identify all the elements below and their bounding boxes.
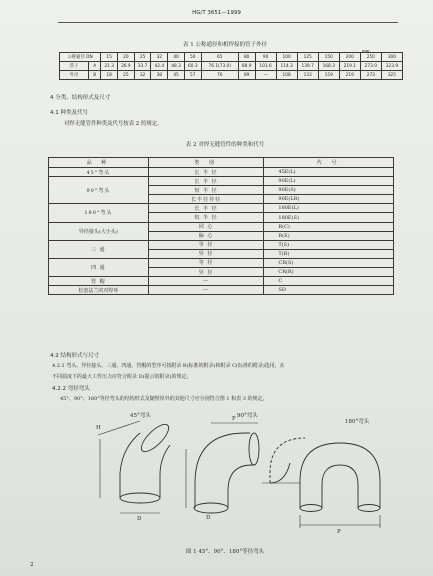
section-4-2-2-heading: 4.2.2 弯径弯头 bbox=[52, 386, 90, 392]
table1-cell: 325 bbox=[381, 71, 402, 80]
table1-cell: 300 bbox=[381, 53, 402, 62]
dim-d-label-90: D bbox=[206, 515, 211, 521]
table2-category-cell: 长 半 径 bbox=[148, 204, 264, 213]
table1-od-label: 外径 bbox=[60, 71, 89, 80]
table1-cell: 25 bbox=[134, 53, 151, 62]
section-4-1-text: 对焊无缝管件种类及代号按表 2 的规定。 bbox=[64, 121, 163, 127]
table2-row bbox=[49, 168, 394, 177]
table1-cell: 89 bbox=[238, 71, 255, 80]
table2-kind-cell: 管 帽 bbox=[49, 277, 149, 286]
table1-cell: 48.3 bbox=[168, 62, 185, 71]
table1-cell: 50 bbox=[184, 53, 201, 62]
table1-unit: mm bbox=[362, 48, 370, 53]
table1-cell: 133 bbox=[297, 71, 318, 80]
table1-cell: 139.7 bbox=[297, 62, 318, 71]
table1-cell: 38 bbox=[151, 71, 168, 80]
table1-a-label: A bbox=[89, 62, 101, 71]
table1-cell: 60.3 bbox=[184, 62, 201, 71]
table2-row bbox=[49, 286, 394, 295]
table1-cell: 57 bbox=[184, 71, 201, 80]
table2-category-cell: 长 半 径 bbox=[148, 168, 264, 177]
dim-p-label: P bbox=[337, 529, 341, 535]
table1-cell: 168.3 bbox=[318, 62, 339, 71]
table2-row bbox=[49, 277, 394, 286]
table2-kind-cell: 90°弯头 bbox=[49, 177, 149, 204]
table1-cell: 114.3 bbox=[276, 62, 297, 71]
table2-code-cell: 45E(L) bbox=[264, 168, 394, 177]
table2-category-cell: 异 径 bbox=[148, 268, 264, 277]
table1-cell: 15 bbox=[101, 53, 118, 62]
table1-cell: 250 bbox=[360, 53, 381, 62]
table1-row-b bbox=[60, 71, 403, 80]
figure1-caption: 图 1 45°、90°、180°等径弯头 bbox=[185, 549, 265, 555]
table2-code-cell: T(S) bbox=[264, 240, 394, 249]
table1-cell: 32 bbox=[151, 53, 168, 62]
table2-category-cell: 短 半 径 bbox=[148, 186, 264, 195]
standard-header: HG/T 3651—1999 bbox=[192, 10, 241, 16]
table2-header-category: 类 别 bbox=[148, 158, 264, 168]
table2-row bbox=[49, 222, 394, 231]
table1-cell: 80 bbox=[238, 53, 255, 62]
table1-cell: 219 bbox=[339, 71, 360, 80]
table2-kind-cell: 45°弯头 bbox=[49, 168, 149, 177]
section-4-2-heading: 4.2 结构形式与尺寸 bbox=[50, 353, 99, 359]
table1-b-label: B bbox=[89, 71, 101, 80]
table1-cell: 18 bbox=[101, 71, 118, 80]
section-4-2-1-text-cont: 不同温度下的最大工作压力应符合附录 D(提示的附录)的规定。 bbox=[52, 374, 192, 380]
table2-category-cell: 等 径 bbox=[148, 240, 264, 249]
table2-category-cell: — bbox=[148, 286, 264, 295]
table2-code-cell: SD bbox=[264, 286, 394, 295]
table1 bbox=[59, 52, 403, 80]
elbow-180-drawing bbox=[300, 443, 380, 528]
dim-d-label-45: D bbox=[137, 516, 142, 522]
table2-category-cell: 偏 心 bbox=[148, 231, 264, 240]
table2-code-cell: CR(R) bbox=[264, 268, 394, 277]
table2-row bbox=[49, 258, 394, 267]
table2-code-cell: 90E(S) bbox=[264, 186, 394, 195]
table1-cell: 21.3 bbox=[101, 62, 118, 71]
table1-row-a bbox=[60, 62, 403, 71]
table2-category-cell: 长 半 径 bbox=[148, 177, 264, 186]
section-4-1-heading: 4.1 种类及代号 bbox=[50, 110, 88, 116]
table1-cell: 25 bbox=[117, 71, 134, 80]
table2-kind-cell: 四 通 bbox=[49, 258, 149, 276]
table1-cell: 100 bbox=[276, 53, 297, 62]
table1-cell: 273.0 bbox=[360, 62, 381, 71]
elbow-45-label: 45°弯头 bbox=[130, 413, 151, 419]
dim-f-label: F bbox=[232, 416, 236, 422]
table2-caption: 表 2 对焊无缝管件的种类和代号 bbox=[185, 142, 265, 148]
table2-category-cell: 短 半 径 bbox=[148, 213, 264, 222]
table2-header-code: 代 号 bbox=[264, 158, 394, 168]
table2-row bbox=[49, 204, 394, 213]
table2-kind-cell: 180°弯头 bbox=[49, 204, 149, 222]
table2-category-cell: 同 心 bbox=[148, 222, 264, 231]
table1-dn-label: 公称通径 DN bbox=[60, 53, 101, 62]
table1-cell: 150 bbox=[318, 53, 339, 62]
table2-category-cell: 等 径 bbox=[148, 258, 264, 267]
table1-cell: 32 bbox=[134, 71, 151, 80]
table2-code-cell: 90E(L) bbox=[264, 177, 394, 186]
table1-cell: 88.9 bbox=[238, 62, 255, 71]
table2-code-cell: R(E) bbox=[264, 231, 394, 240]
table1-row-dn bbox=[60, 53, 403, 62]
section-4-heading: 4 分类、结构形式及尺寸 bbox=[50, 95, 111, 101]
header-rule bbox=[58, 22, 398, 23]
table1-cell: 26.9 bbox=[117, 62, 134, 71]
table2-kind-cell: 松套法兰的对焊环 bbox=[49, 286, 149, 295]
section-4-2-2-text: 45°、90°、180°等径弯头的结构形式及随壁厚外的其他尺寸应分别符合图 1 和表 3 的规定。 bbox=[60, 396, 268, 402]
elbow-90-drawing bbox=[186, 423, 259, 513]
table1-cell: 65 bbox=[201, 53, 238, 62]
dim-h-label: H bbox=[96, 425, 101, 431]
table2-category-cell: 长半径异径 bbox=[148, 195, 264, 204]
table1-cell: 42.4 bbox=[151, 62, 168, 71]
table2-code-cell: C bbox=[264, 277, 394, 286]
table1-cell: 101.6 bbox=[255, 62, 276, 71]
table2-code-cell: 90E(LR) bbox=[264, 195, 394, 204]
table2-header-kind: 品 种 bbox=[49, 158, 149, 168]
table2-code-cell: CR(S) bbox=[264, 258, 394, 267]
table1-cell: 200 bbox=[339, 53, 360, 62]
table1-cell: — bbox=[255, 71, 276, 80]
table1-cell: 273 bbox=[360, 71, 381, 80]
table2-kind-cell: 异径接头(大小头) bbox=[49, 222, 149, 240]
table1-cell: 40 bbox=[168, 53, 185, 62]
table1-cell: 108 bbox=[276, 71, 297, 80]
elbow-90-label: 90°弯头 bbox=[237, 413, 258, 419]
table2-header-row bbox=[49, 158, 394, 168]
table1-cell: 159 bbox=[318, 71, 339, 80]
table2-category-cell: 异 径 bbox=[148, 249, 264, 258]
elbow-180-label: 180°弯头 bbox=[345, 419, 370, 425]
table2-kind-cell: 三 通 bbox=[49, 240, 149, 258]
table2-category-cell: — bbox=[148, 277, 264, 286]
table1-pipe-label: 管子 bbox=[60, 62, 89, 71]
table2-code-cell: T(R) bbox=[264, 249, 394, 258]
table2-row bbox=[49, 177, 394, 186]
table1-cell: 76.1(73.0) bbox=[201, 62, 238, 71]
table1-cell: 323.9 bbox=[381, 62, 402, 71]
table1-cell: 76 bbox=[201, 71, 238, 80]
elbow-90-section-drawing bbox=[262, 438, 305, 483]
table1-cell: 45 bbox=[168, 71, 185, 80]
table1-caption: 表 1 公称通径和相焊接的管子外径 bbox=[183, 42, 267, 48]
table2 bbox=[48, 157, 394, 295]
table1-cell: 33.7 bbox=[134, 62, 151, 71]
table1-cell: 20 bbox=[117, 53, 134, 62]
table2-code-cell: 180E(L) bbox=[264, 204, 394, 213]
table1-cell: 90 bbox=[255, 53, 276, 62]
section-4-2-1-text: 4.2.1 弯头、异径接头、三通、四通、管帽的型序可按附录 B(标准的附录)和附录 C(标准的附录)选用，在 bbox=[52, 363, 285, 369]
table1-cell: 125 bbox=[297, 53, 318, 62]
table2-code-cell: R(C) bbox=[264, 222, 394, 231]
elbow-figure bbox=[0, 403, 433, 548]
table2-row bbox=[49, 240, 394, 249]
page-number: 2 bbox=[30, 562, 34, 568]
table1-cell: 219.1 bbox=[339, 62, 360, 71]
table2-code-cell: 180E(S) bbox=[264, 213, 394, 222]
elbow-45-drawing bbox=[98, 420, 173, 513]
